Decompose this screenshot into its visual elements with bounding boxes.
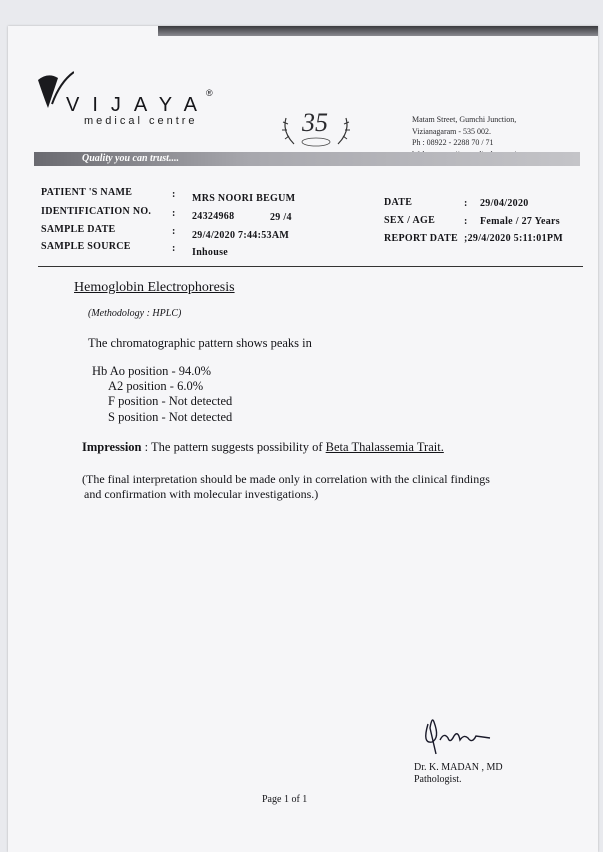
- test-title: Hemoglobin Electrophoresis: [74, 280, 235, 295]
- impression-finding: Beta Thalassemia Trait.: [325, 440, 444, 454]
- colon: :: [172, 189, 176, 200]
- doctor-title: Pathologist.: [414, 774, 462, 785]
- emblem-number: 35: [302, 108, 328, 137]
- doctor-block: [414, 762, 503, 786]
- logo-subtitle: medical centre: [84, 115, 198, 127]
- colon: :: [464, 216, 468, 227]
- registered-mark: ®: [206, 88, 213, 98]
- colon: :: [172, 226, 176, 237]
- doctor-signature: [420, 714, 510, 756]
- sample-source-label: SAMPLE SOURCE: [41, 241, 131, 252]
- peak-s: S position - Not detected: [108, 410, 233, 424]
- sex-age-label: SEX / AGE: [384, 215, 436, 226]
- methodology: (Methodology : HPLC): [88, 308, 182, 319]
- address-line: Ph : 08922 - 2288 70 / 71: [412, 138, 494, 147]
- page-number: Page 1 of 1: [262, 794, 308, 805]
- sex-age-value: Female / 27 Years: [480, 216, 560, 227]
- patient-info: [8, 26, 598, 266]
- report-date-value: ;29/4/2020 5:11:01PM: [464, 233, 564, 244]
- address-line: Vizianagaram - 535 002.: [412, 126, 492, 136]
- divider: [38, 266, 583, 267]
- impression-text: : The pattern suggests possibility of: [141, 440, 326, 454]
- pattern-intro: The chromatographic pattern shows peaks in: [88, 336, 312, 350]
- identification-extra: 29 /4: [270, 212, 292, 223]
- peak-a2: A2 position - 6.0%: [108, 379, 204, 393]
- report-date-label: REPORT DATE: [384, 233, 458, 244]
- colon: :: [172, 208, 176, 219]
- peak-f: F position - Not detected: [108, 394, 233, 408]
- colon: :: [464, 198, 468, 209]
- patient-name-label: PATIENT 'S NAME: [41, 187, 133, 198]
- date-label: DATE: [384, 197, 413, 208]
- report-page: [8, 26, 598, 852]
- doctor-name: Dr. K. MADAN , MD: [414, 762, 503, 773]
- date-value: 29/04/2020: [480, 198, 529, 209]
- impression-label: Impression: [82, 440, 142, 454]
- peak-hb-ao: Hb Ao position - 94.0%: [92, 364, 212, 378]
- sample-date-label: SAMPLE DATE: [41, 224, 116, 235]
- disclaimer-line-1: (The final interpretation should be made only in correlation with the clinical findings: [82, 472, 490, 486]
- identification-value: 24324968: [192, 211, 235, 222]
- sample-source-value: Inhouse: [192, 247, 229, 258]
- logo-name: VIJAYA: [66, 94, 210, 116]
- address-line: Matam Street, Gumchi Junction,: [412, 115, 517, 124]
- identification-label: IDENTIFICATION NO.: [41, 206, 152, 217]
- tagline: Quality you can trust....: [82, 153, 179, 164]
- disclaimer-line-2: and confirmation with molecular investigations.): [84, 487, 319, 501]
- patient-name-value: MRS NOORI BEGUM: [192, 193, 296, 204]
- colon: :: [172, 243, 176, 254]
- sample-date-value: 29/4/2020 7:44:53AM: [192, 230, 290, 241]
- impression: [82, 440, 444, 455]
